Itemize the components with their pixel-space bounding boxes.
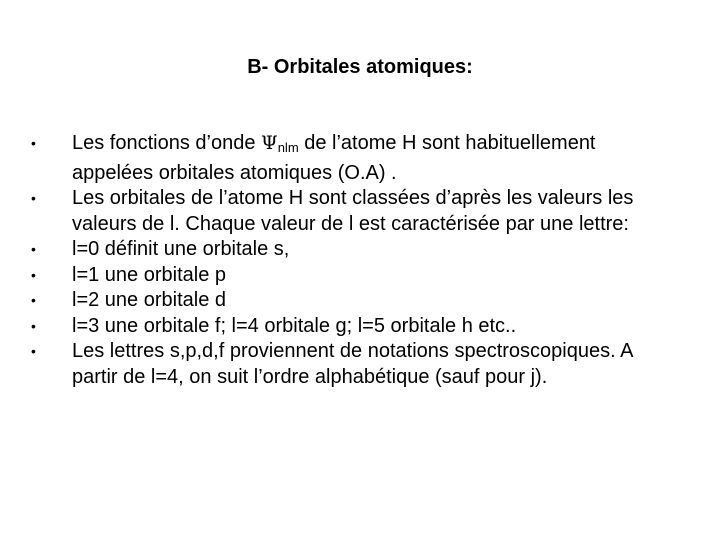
psi-subscript: nlm: [277, 140, 299, 155]
bullet-icon: •: [31, 292, 36, 308]
bullet-item: [0, 314, 720, 340]
bullet-text: l=0 définit une orbitale s,: [72, 238, 290, 260]
bullet-text: l=2 une orbitale d: [72, 289, 227, 311]
bullet-text: l=1 une orbitale p: [72, 263, 227, 286]
bullet-icon: •: [31, 241, 36, 257]
bullet-icon: •: [31, 317, 36, 334]
bullet-item: [0, 186, 720, 237]
bullet-text-pre: Les fonctions d’onde: [72, 132, 262, 154]
bullet-text: Les lettres s,p,d,f proviennent de notations spectroscopiques. A partir de l=4, on suit l’ordre alphabétique (sauf pour j).: [72, 340, 633, 388]
bullet-item: [0, 288, 720, 314]
bullet-text: Les orbitales de l’atome H sont classées d’après les valeurs les valeurs de l. Chaque valeur de l est caractérisée par une lettre:: [72, 187, 634, 235]
bullet-icon: •: [31, 343, 36, 359]
bullet-item: [0, 131, 720, 186]
bullet-text: l=3 une orbitale f; l=4 orbitale g; l=5 orbitale h etc..: [72, 314, 517, 337]
bullet-icon: •: [31, 135, 36, 151]
bullet-item: [0, 237, 720, 263]
bullet-text-post: de l’atome H sont habituellement appelées orbitales atomiques (O.A) .: [72, 132, 596, 184]
bullet-icon: •: [31, 190, 36, 206]
bullet-icon: •: [31, 266, 36, 283]
bullet-list: [0, 131, 720, 390]
bullet-item: [0, 339, 720, 390]
slide-title-text: B- Orbitales atomiques:: [247, 56, 473, 78]
slide-title: [0, 56, 720, 79]
bullet-item: [0, 263, 720, 289]
psi-symbol: Ψ: [261, 132, 278, 154]
